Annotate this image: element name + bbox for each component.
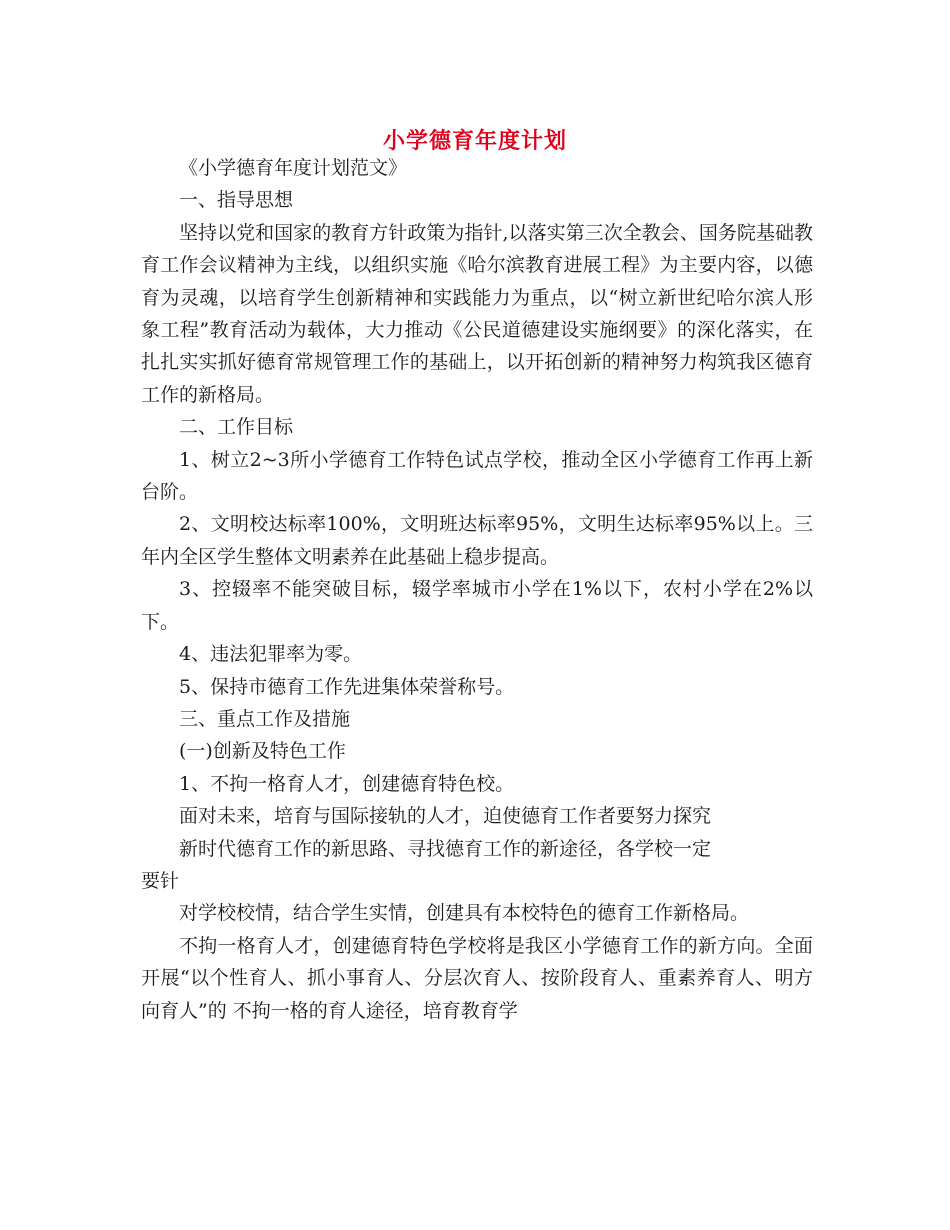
paragraph: 2、文明校达标率100%，文明班达标率95%，文明生达标率95%以上。三年内全区学生整体文明素养在此基础上稳步提高。 [141, 513, 813, 568]
paragraph: 1、树立2~3所小学德育工作特色试点学校，推动全区小学德育工作再上新台阶。 [141, 448, 813, 504]
paragraph: 二、工作目标 [179, 416, 294, 439]
paragraph: 《小学德育年度计划范文》 [179, 157, 408, 179]
paragraph: 5、保持市德育工作先进集体荣誉称号。 [179, 675, 515, 698]
paragraph: 三、重点工作及措施 [179, 707, 351, 730]
paragraph: 面对未来，培育与国际接轨的人才，迫使德育工作者要努力探究 [179, 805, 712, 828]
paragraph: 对学校校情，结合学生实情，创建具有本校特色的德育工作新格局。 [179, 902, 750, 925]
paragraph: 4、违法犯罪率为零。 [179, 643, 363, 666]
paragraph: 要针 [141, 869, 180, 892]
paragraph: 1、不拘一格育人才，创建德育特色校。 [179, 772, 515, 795]
paragraph: 一、指导思想 [179, 189, 294, 212]
paragraph: 3、控辍率不能突破目标，辍学率城市小学在1%以下，农村小学在2%以下。 [141, 578, 813, 633]
paragraph: 不拘一格育人才，创建德育特色学校将是我区小学德育工作的新方向。全面开展“以个性育人、抓小事育人、分层次育人、按阶段育人、重素养育人、明方向育人”的 不拘一格的育人途径，培育教育学 [141, 934, 813, 1022]
document-title: 小学德育年度计划 [382, 127, 567, 154]
paragraph: 新时代德育工作的新思路、寻找德育工作的新途径，各学校一定 [179, 837, 712, 860]
paragraph: 坚持以党和国家的教育方针政策为指针,以落实第三次全教会、国务院基础教育工作会议精神为主线，以组织实施《哈尔滨教育进展工程》为主要内容，以德育为灵魂，以培育学生创新精神和实践能力为重点，以“树立新世纪哈尔滨人形象工程”教育活动为载体，大力推动《公民道德建设实施纲要》的深化落实，在扎扎实实抓好德育常规管理工作的基础上，以开拓创新的精神努力构筑我区德育工作的新格局。 [141, 221, 813, 406]
document-body [141, 152, 813, 1027]
paragraph: (一)创新及特色工作 [179, 740, 346, 763]
